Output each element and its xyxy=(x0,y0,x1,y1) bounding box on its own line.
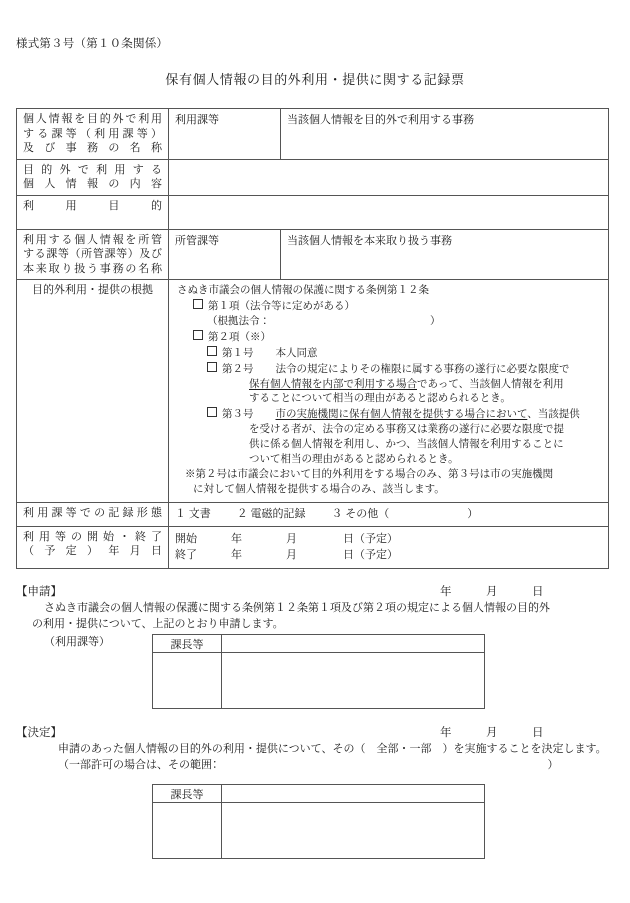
grounds-subitem-1-line: 本人同意 xyxy=(275,347,318,359)
row-label-record-form xyxy=(17,502,169,526)
cell-usage-dept-name[interactable] xyxy=(169,109,281,160)
period-start-row[interactable] xyxy=(175,531,602,548)
application-date[interactable]: 年 月 日 xyxy=(440,586,544,598)
cell-text: 当該個人情報を目的外で利用する事務 xyxy=(287,114,474,126)
table-row-grounds xyxy=(17,280,609,503)
cell-purpose-value[interactable] xyxy=(169,195,609,229)
grounds-subitem-3[interactable] xyxy=(177,407,602,423)
grounds-item-1[interactable] xyxy=(177,299,602,315)
grounds-subitem-2-tail: であって、当該個人情報を利用 xyxy=(417,378,564,390)
grounds-subitem-3-line2: を受ける者が、法令の定める事務又は業務の遂行に必要な限度で提 xyxy=(249,424,564,436)
grounds-subitem-3-line4: ついて相当の理由があると認められるとき。 xyxy=(249,454,459,466)
grounds-subitem-3-line3: 供に係る個人情報を利用し、かつ、当該個人情報を利用することに xyxy=(249,439,564,451)
grounds-subitem-2-line: 法令の規定によりその権限に属する事務の遂行に必要な限度で xyxy=(275,363,570,375)
grounds-subitem-3-underline: 市の実施機関に保有個人情報を提供する場合において xyxy=(275,409,528,421)
label-line: 目的外利用・提供の根拠 xyxy=(32,284,153,297)
checkbox-icon[interactable] xyxy=(193,330,203,340)
grounds-item-1-law-close: ） xyxy=(430,315,441,327)
period-start-month: 月 xyxy=(286,532,297,545)
period-start-day: 日（予定） xyxy=(343,532,398,545)
grounds-item-1-law[interactable] xyxy=(177,315,602,330)
period-start-label: 開始 xyxy=(175,532,197,545)
table-row xyxy=(17,229,609,280)
decision-sign-cell-right[interactable] xyxy=(222,803,485,859)
checkbox-icon[interactable] xyxy=(207,407,217,417)
decision-heading: 【決定】 xyxy=(16,727,62,739)
application-body-line-2: の利用・提供について、上記のとおり申請します。 xyxy=(32,618,284,630)
checkbox-icon[interactable] xyxy=(207,362,217,372)
row-label-usage-dept xyxy=(17,109,169,160)
decision-date[interactable]: 年 月 日 xyxy=(440,727,544,739)
row-label-owner-dept xyxy=(17,229,169,280)
grounds-item-2-text: 第２項（※） xyxy=(208,331,271,343)
label-line: 利用等の開始・終了 xyxy=(23,530,162,543)
period-end-day: 日（予定） xyxy=(343,549,398,562)
grounds-subitem-2-cont xyxy=(177,378,602,393)
table-row xyxy=(17,109,609,160)
record-option-3[interactable]: ３ その他（ xyxy=(331,507,390,520)
label-line: 利用目的 xyxy=(23,199,162,212)
table-row xyxy=(17,502,609,526)
cell-record-form-options[interactable] xyxy=(169,502,609,526)
decision-sign-header: 課長等 xyxy=(153,785,222,803)
cell-text xyxy=(169,160,608,168)
label-line: 個人情報の内容 xyxy=(23,178,162,191)
row-label-purpose xyxy=(17,195,169,229)
application-sign-cell-right[interactable] xyxy=(222,653,485,709)
decision-sign-table xyxy=(152,784,485,859)
decision-sign-cell-left[interactable] xyxy=(153,803,222,859)
grounds-subitem-2-line3: することについて相当の理由があると認められるとき。 xyxy=(249,393,511,405)
table-row xyxy=(153,803,485,859)
period-start-year: 年 xyxy=(231,532,242,545)
application-dept-label: （利用課等） xyxy=(44,636,110,648)
cell-text: 当該個人情報を本来取り扱う事務 xyxy=(287,234,452,247)
cell-owner-dept-name[interactable] xyxy=(169,229,281,280)
checkbox-icon[interactable] xyxy=(193,299,203,309)
table-row xyxy=(17,195,609,229)
decision-sign-header-blank[interactable] xyxy=(222,785,485,803)
label-line: する課等（利用課等） xyxy=(23,127,162,140)
cell-text: 所管課等 xyxy=(175,234,219,247)
row-label-info-content xyxy=(17,159,169,195)
grounds-item-1-text: 第１項（法令等に定めがある） xyxy=(208,301,355,313)
application-sign-cell-left[interactable] xyxy=(153,653,222,709)
grounds-subitem-2[interactable] xyxy=(177,362,602,378)
grounds-item-1-law-label: （根拠法令： xyxy=(207,315,270,327)
period-end-row[interactable] xyxy=(175,547,602,564)
application-sign-header: 課長等 xyxy=(153,635,222,653)
table-row xyxy=(17,526,609,568)
table-row xyxy=(17,159,609,195)
record-main-table xyxy=(16,108,609,569)
application-sign-table xyxy=(152,634,485,709)
period-end-label: 終了 xyxy=(175,549,197,562)
application-heading: 【申請】 xyxy=(16,586,62,598)
page-title: 保有個人情報の目的外利用・提供に関する記録票 xyxy=(165,72,465,87)
table-row xyxy=(153,635,485,653)
cell-usage-task-name[interactable] xyxy=(281,109,609,160)
period-end-year: 年 xyxy=(231,549,242,562)
row-label-period xyxy=(17,526,169,568)
label-line: 及び事務の名称 xyxy=(23,142,162,155)
grounds-subitem-3-number: 第３号 xyxy=(222,409,254,421)
label-line: 利用する個人情報を所管 xyxy=(23,233,162,246)
grounds-subitem-2-underline: 保有個人情報を内部で利用する場合 xyxy=(249,378,417,390)
decision-body-line-2: （一部許可の場合は、その範囲： ） xyxy=(58,759,559,771)
record-option-3-close: ） xyxy=(467,507,479,520)
cell-text xyxy=(169,196,608,204)
grounds-item-2[interactable] xyxy=(177,330,602,346)
grounds-subitem-3-tail: 、当該提供 xyxy=(527,409,580,421)
label-line: 目的外で利用する xyxy=(23,163,162,176)
label-line: 利用課等での記録形態 xyxy=(23,506,162,519)
application-body-line-1: さぬき市議会の個人情報の保護に関する条例第１２条第１項及び第２項の規定による個人情報の目的外 xyxy=(44,602,550,614)
table-row xyxy=(153,785,485,803)
label-line: する課等（所管課等）及び xyxy=(23,248,162,261)
application-sign-header-blank[interactable] xyxy=(222,635,485,653)
grounds-note-line-1: ※第２号は市議会において目的外利用をする場合のみ、第３号は市の実施機関 xyxy=(185,469,554,480)
cell-info-content-value[interactable] xyxy=(169,159,609,195)
form-number: 様式第３号（第１０条関係） xyxy=(16,38,169,50)
cell-owner-task-name[interactable] xyxy=(281,229,609,280)
row-label-grounds xyxy=(17,280,169,503)
record-option-2[interactable]: ２ 電磁的記録 xyxy=(236,507,306,520)
label-line: （予定）年月日 xyxy=(23,545,162,558)
grounds-subitem-1-number: 第１号 xyxy=(222,347,254,359)
cell-text: 利用課等 xyxy=(175,114,219,126)
label-line: 本来取り扱う事務の名称 xyxy=(23,262,162,275)
checkbox-icon[interactable] xyxy=(207,346,217,356)
label-line: 個人情報を目的外で利用 xyxy=(23,113,162,125)
period-end-month: 月 xyxy=(286,549,297,562)
cell-grounds[interactable] xyxy=(169,280,609,503)
grounds-subitem-2-number: 第２号 xyxy=(222,363,254,375)
grounds-subitem-1[interactable] xyxy=(177,346,602,362)
grounds-heading: さぬき市議会の個人情報の保護に関する条例第１２条 xyxy=(177,285,429,297)
decision-body-line-1: 申請のあった個人情報の目的外の利用・提供について、その（ 全部・一部 ）を実施することを決定します。 xyxy=(58,743,607,755)
record-option-1[interactable]: １ 文書 xyxy=(175,507,211,520)
grounds-note-line-2: に対して個人情報を提供する場合のみ、該当します。 xyxy=(193,483,445,495)
cell-period-values[interactable] xyxy=(169,526,609,568)
table-row xyxy=(153,653,485,709)
